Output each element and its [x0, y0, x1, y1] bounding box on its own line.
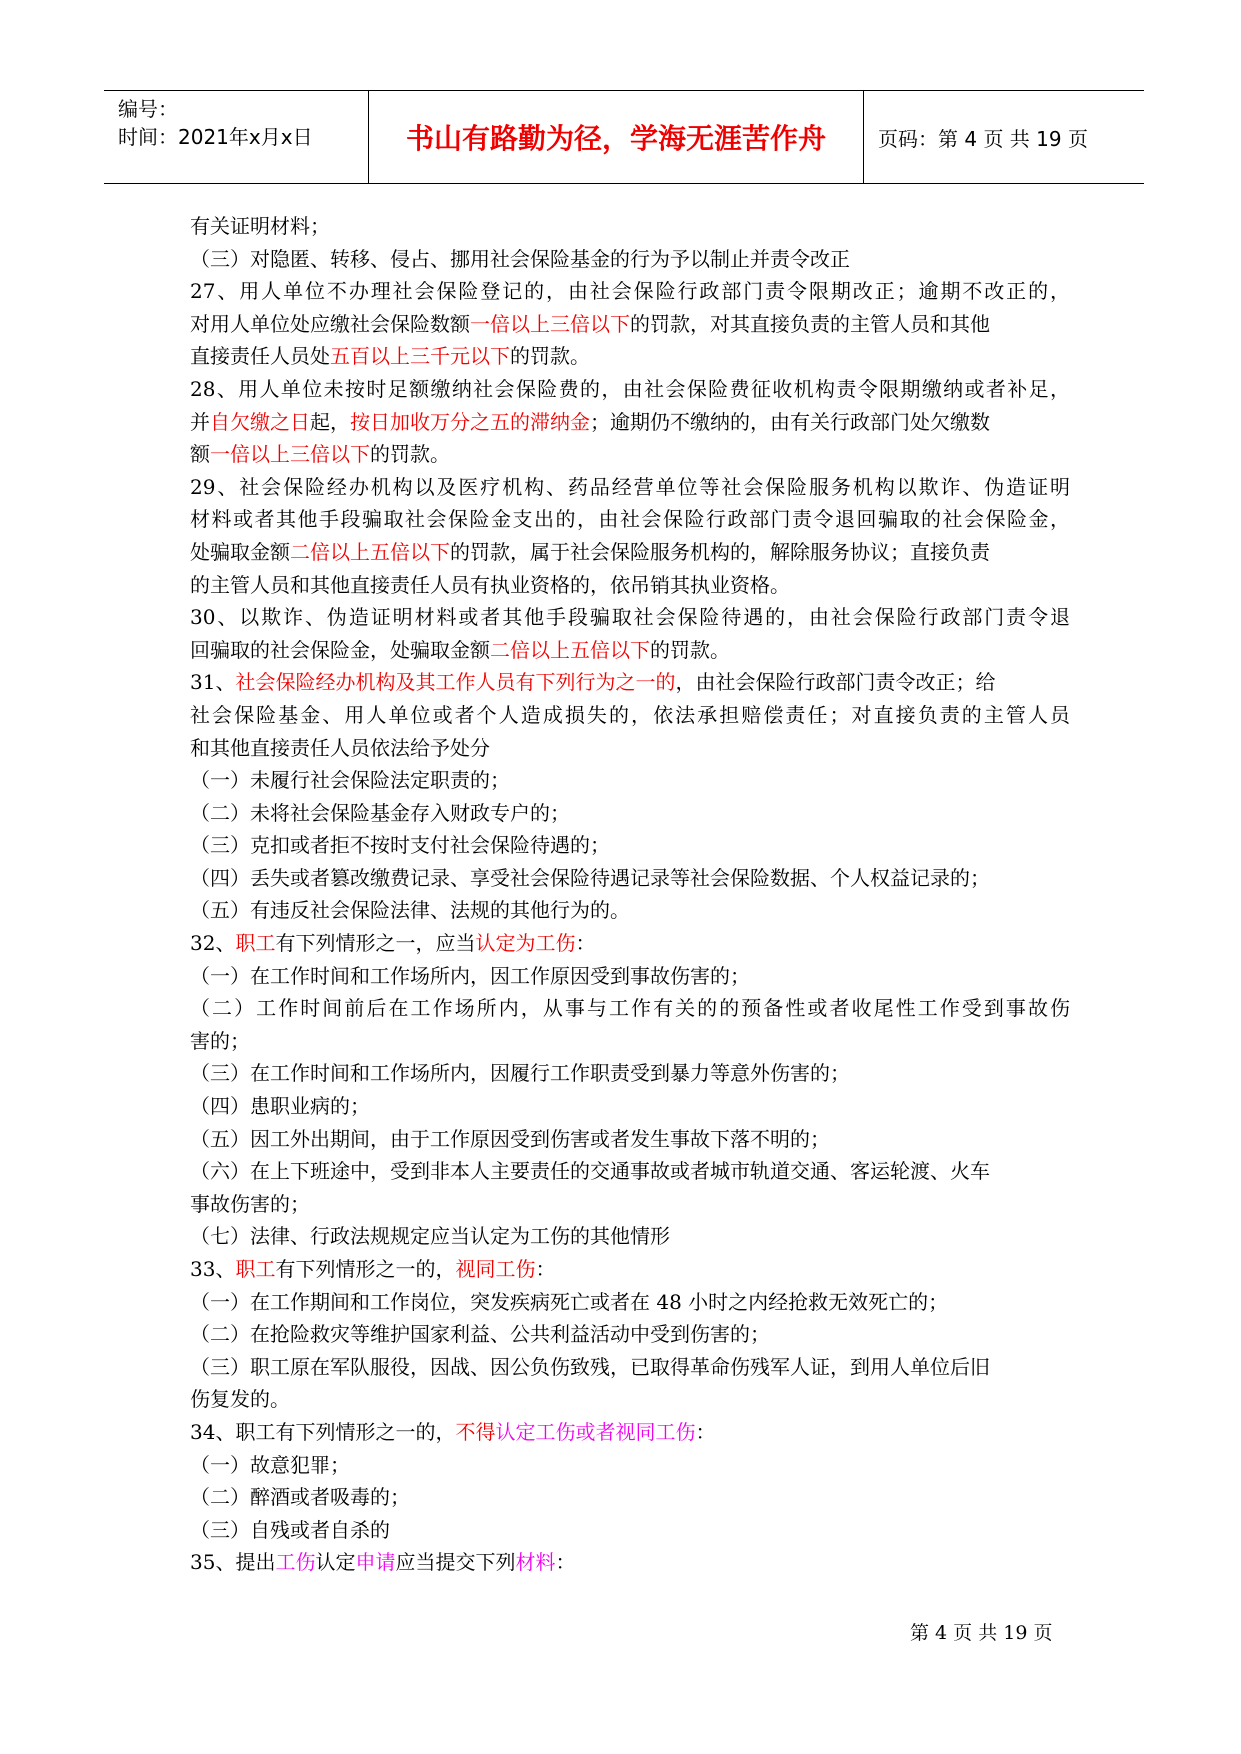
- text-line: [190, 1286, 1070, 1319]
- text-line: [190, 340, 1070, 373]
- text-segment: 直接责任人员处: [190, 344, 330, 369]
- text-line: [190, 1481, 1070, 1514]
- text-line: [190, 1514, 1070, 1547]
- highlighted-text: 按日加收万分之五的滞纳金: [350, 409, 590, 434]
- text-segment: （一）故意犯罪；: [190, 1452, 350, 1477]
- text-segment: 和其他直接责任人员依法给予处分: [190, 735, 490, 760]
- highlighted-text: 认定工伤或者视同工伤: [495, 1419, 696, 1444]
- header-page-label: 页码：第 4 页 共 19 页: [878, 126, 1088, 151]
- text-line: [190, 829, 1070, 862]
- text-segment: ；逾期仍不缴纳的，由有关行政部门处欠缴数: [590, 409, 990, 434]
- text-segment: （二）醉酒或者吸毒的；: [190, 1485, 410, 1510]
- text-segment: 有关证明材料；: [190, 214, 330, 238]
- text-segment: 28、用人单位未按时足额缴纳社会保险费的，由社会保险费征收机构责令限期缴纳或者补足，: [190, 376, 1070, 401]
- page-header: [104, 90, 1144, 184]
- text-line: [190, 1057, 1070, 1090]
- text-segment: （二）未将社会保险基金存入财政专户的；: [190, 800, 570, 825]
- text-segment: 33、: [190, 1257, 236, 1281]
- highlighted-text: 自欠缴之日: [210, 409, 310, 434]
- text-line: [190, 308, 1070, 341]
- text-segment: 27、用人单位不办理社会保险登记的，由社会保险行政部门责令限期改正；逾期不改正的，: [190, 279, 1070, 304]
- text-segment: （六）在上下班途中，受到非本人主要责任的交通事故或者城市轨道交通、客运轮渡、火车: [190, 1159, 990, 1184]
- highlighted-text: 材料: [515, 1550, 556, 1575]
- text-line: [190, 1155, 1070, 1188]
- text-segment: 的罚款，属于社会保险服务机构的，解除服务协议；直接负责: [450, 539, 990, 564]
- text-segment: ：: [575, 931, 596, 956]
- text-line: [190, 732, 1070, 765]
- text-line: [190, 438, 1070, 471]
- text-line: [190, 1025, 1070, 1058]
- text-line: [190, 1123, 1070, 1156]
- text-segment: 害的；: [190, 1028, 250, 1053]
- text-segment: （四）丢失或者篡改缴费记录、享受社会保险待遇记录等社会保险数据、个人权益记录的；: [190, 865, 990, 890]
- highlighted-text: 职工: [235, 1257, 276, 1281]
- text-segment: 的罚款，对其直接负责的主管人员和其他: [630, 311, 990, 336]
- text-segment: 材料或者其他手段骗取社会保险金支出的，由社会保险行政部门责令退回骗取的社会保险金，: [190, 507, 1070, 532]
- text-line: [190, 1220, 1070, 1253]
- text-line: [190, 210, 1070, 243]
- text-segment: （二）在抢险救灾等维护国家利益、公共利益活动中受到伤害的；: [190, 1322, 770, 1347]
- text-segment: 的主管人员和其他直接责任人员有执业资格的，依吊销其执业资格。: [190, 572, 790, 597]
- text-line: [190, 1090, 1070, 1123]
- text-segment: 伤复发的。: [190, 1387, 290, 1412]
- header-meta: [104, 91, 369, 183]
- text-segment: （四）患职业病的；: [190, 1094, 370, 1119]
- text-segment: 有下列情形之一的，: [275, 1257, 456, 1281]
- highlighted-text: 一倍以上三倍以下: [210, 442, 370, 467]
- text-line: [190, 1383, 1070, 1416]
- highlighted-text: 二倍以上五倍以下: [490, 637, 650, 662]
- text-segment: （三）自残或者自杀的: [190, 1517, 390, 1542]
- text-line: [190, 1416, 1070, 1449]
- document-body: [190, 210, 1070, 1579]
- text-line: [190, 1188, 1070, 1221]
- text-segment: （五）因工外出期间，由于工作原因受到伤害或者发生事故下落不明的；: [190, 1126, 830, 1151]
- highlighted-text: 不得: [455, 1419, 496, 1444]
- text-line: [190, 243, 1070, 276]
- text-segment: （七）法律、行政法规规定应当认定为工伤的其他情形: [190, 1224, 670, 1249]
- text-segment: ：: [555, 1550, 576, 1575]
- text-segment: 有下列情形之一，应当: [275, 931, 476, 956]
- highlighted-text: 社会保险经办机构及其工作人员有下列行为之一的: [235, 670, 676, 695]
- text-segment: 30、以欺诈、伪造证明材料或者其他手段骗取社会保险待遇的，由社会保险行政部门责令退: [190, 605, 1070, 630]
- text-segment: 处骗取金额: [190, 539, 290, 564]
- text-line: [190, 601, 1070, 634]
- text-segment: 31、: [190, 670, 236, 695]
- text-segment: 的罚款。: [650, 637, 730, 662]
- text-line: [190, 275, 1070, 308]
- text-line: [190, 797, 1070, 830]
- text-line: [190, 894, 1070, 927]
- text-segment: （二）工作时间前后在工作场所内，从事与工作有关的的预备性或者收尾性工作受到事故伤: [190, 996, 1070, 1021]
- header-motto: 书山有路勤为径，学海无涯苦作舟: [369, 91, 864, 183]
- text-segment: 对用人单位处应缴社会保险数额: [190, 311, 470, 336]
- text-line: [190, 992, 1070, 1025]
- text-segment: 认定: [315, 1550, 356, 1575]
- text-segment: （三）对隐匿、转移、侵占、挪用社会保险基金的行为予以制止并责令改正: [190, 246, 850, 271]
- page-footer: 第 4 页 共 19 页: [910, 1622, 1053, 1644]
- text-line: [190, 569, 1070, 602]
- text-segment: 的罚款。: [370, 442, 450, 467]
- highlighted-text: 视同工伤: [455, 1257, 536, 1281]
- text-line: [190, 1318, 1070, 1351]
- highlighted-text: 认定为工伤: [475, 931, 576, 956]
- text-line: [190, 1351, 1070, 1384]
- text-line: [190, 536, 1070, 569]
- document-number-label: 编号：: [118, 97, 178, 121]
- text-line: [190, 666, 1070, 699]
- text-segment: ，由社会保险行政部门责令改正；给: [675, 670, 996, 695]
- highlighted-text: 职工: [235, 931, 276, 956]
- text-line: [190, 1449, 1070, 1482]
- highlighted-text: 工伤: [275, 1550, 316, 1575]
- text-segment: 事故伤害的；: [190, 1191, 310, 1216]
- text-segment: 35、提出: [190, 1550, 276, 1575]
- text-segment: 起，: [310, 409, 350, 434]
- text-segment: 应当提交下列: [395, 1550, 516, 1575]
- text-segment: （三）职工原在军队服役，因战、因公负伤致残，已取得革命伤残军人证，到用人单位后旧: [190, 1354, 990, 1379]
- highlighted-text: 五百以上三千元以下: [330, 344, 510, 369]
- text-line: [190, 471, 1070, 504]
- text-segment: 34、职工有下列情形之一的，: [190, 1419, 456, 1444]
- text-line: [190, 1253, 1070, 1286]
- text-line: [190, 406, 1070, 439]
- text-segment: （三）在工作时间和工作场所内，因履行工作职责受到暴力等意外伤害的；: [190, 1061, 850, 1086]
- text-line: [190, 927, 1070, 960]
- text-segment: 回骗取的社会保险金，处骗取金额: [190, 637, 490, 662]
- highlighted-text: 申请: [355, 1550, 396, 1575]
- text-segment: 并: [190, 409, 210, 434]
- text-line: [190, 503, 1070, 536]
- text-segment: ：: [535, 1257, 556, 1281]
- text-segment: （一）未履行社会保险法定职责的；: [190, 768, 510, 793]
- text-segment: （一）在工作期间和工作岗位，突发疾病死亡或者在 48 小时之内经抢救无效死亡的；: [190, 1289, 949, 1314]
- text-segment: 的罚款。: [510, 344, 590, 369]
- highlighted-text: 一倍以上三倍以下: [470, 311, 630, 336]
- text-line: [190, 960, 1070, 993]
- highlighted-text: 二倍以上五倍以下: [290, 539, 450, 564]
- document-time-label: 时间：2021年x月x日: [118, 125, 313, 149]
- text-line: [190, 699, 1070, 732]
- text-segment: 29、社会保险经办机构以及医疗机构、药品经营单位等社会保险服务机构以欺诈、伪造证明: [190, 474, 1070, 499]
- text-segment: （五）有违反社会保险法律、法规的其他行为的。: [190, 898, 630, 923]
- text-segment: ：: [695, 1419, 716, 1444]
- text-line: [190, 1546, 1070, 1579]
- text-segment: 社会保险基金、用人单位或者个人造成损失的，依法承担赔偿责任；对直接负责的主管人员: [190, 702, 1070, 727]
- text-segment: 额: [190, 442, 210, 467]
- text-segment: （三）克扣或者拒不按时支付社会保险待遇的；: [190, 833, 610, 858]
- text-line: [190, 634, 1070, 667]
- text-segment: （一）在工作时间和工作场所内，因工作原因受到事故伤害的；: [190, 963, 750, 988]
- text-line: [190, 764, 1070, 797]
- text-segment: 32、: [190, 931, 236, 956]
- text-line: [190, 862, 1070, 895]
- text-line: [190, 373, 1070, 406]
